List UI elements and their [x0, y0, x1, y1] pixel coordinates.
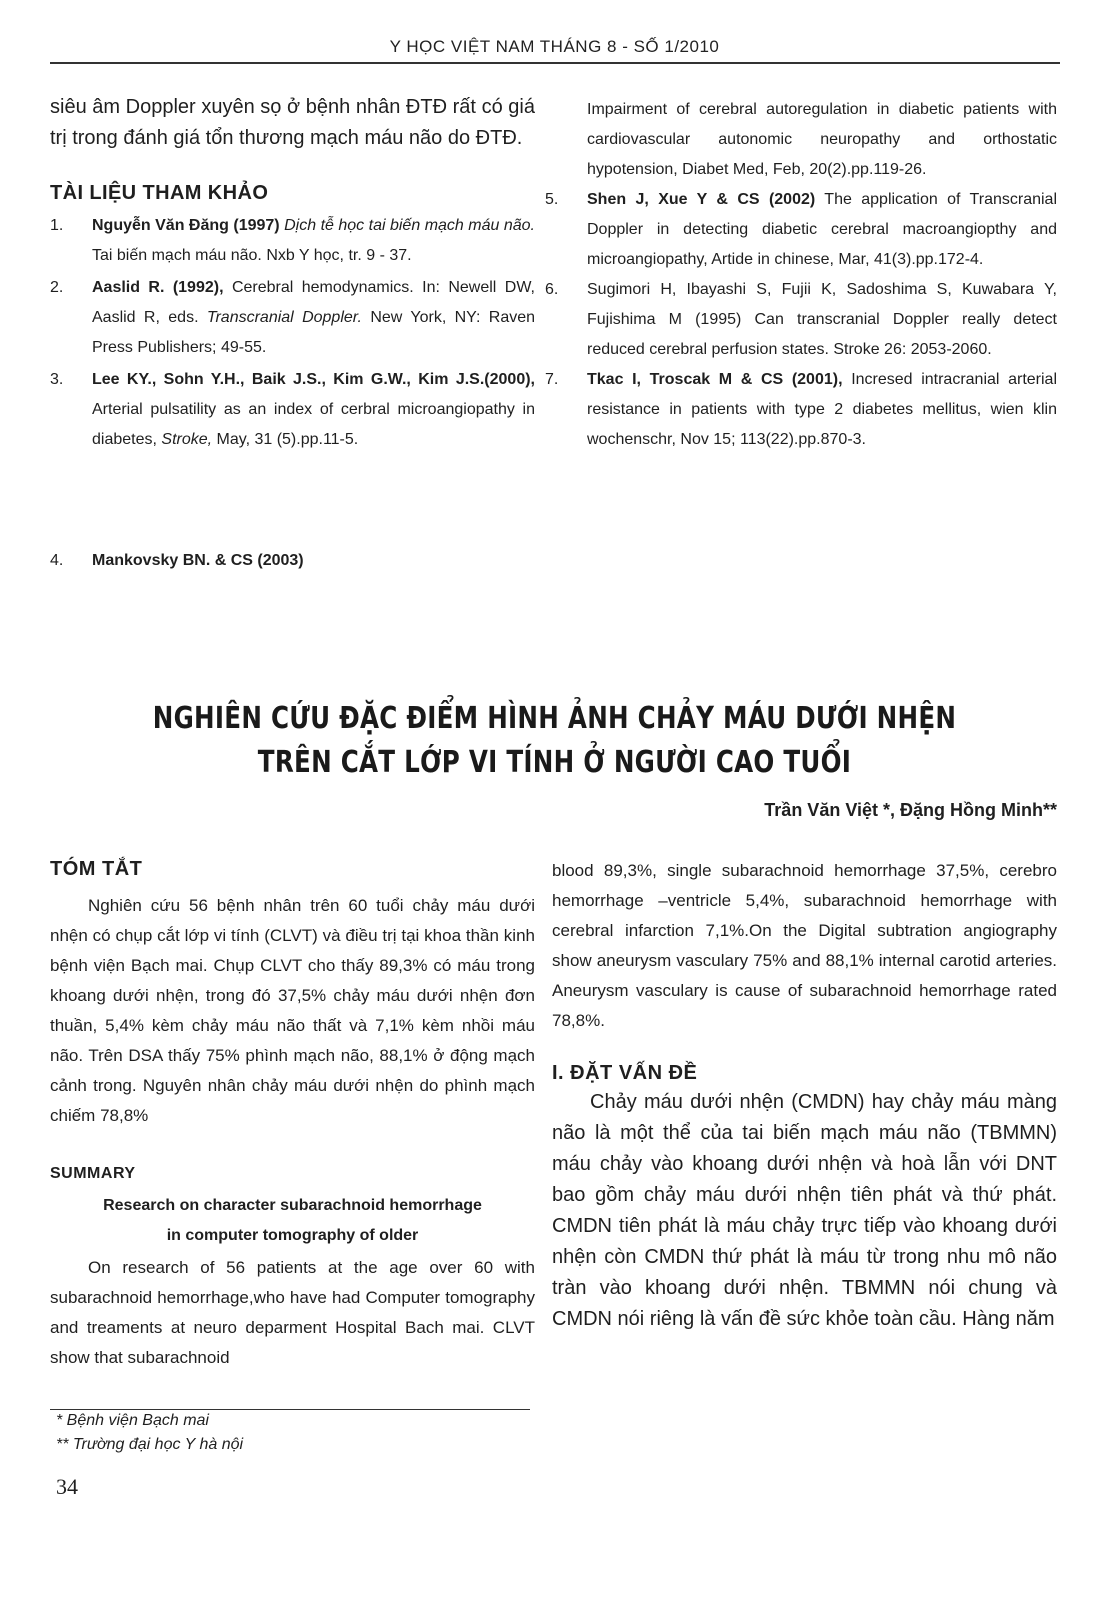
reference-item — [545, 365, 1057, 455]
reference-item — [545, 275, 1057, 365]
reference-number: 3. — [50, 371, 64, 388]
reference-details: Incresed intracranial arterial resistance in patients with type 2 diabetes mellitus, wien klin wochenschr, Nov 15; 113(22).pp.870-3. — [587, 371, 1058, 448]
upper-left-column — [50, 92, 535, 455]
reference-item — [50, 211, 535, 271]
references-list-left — [50, 211, 535, 455]
summary-heading: SUMMARY — [50, 1165, 136, 1182]
article-title-line-2: TRÊN CẮT LỚP VI TÍNH Ở NGƯỜI CAO TUỔI — [257, 745, 852, 780]
footnote-2: ** Trường đại học Y hà nội — [56, 1436, 244, 1453]
summary-title-line-2: in computer tomography of older — [166, 1227, 419, 1244]
reference-item — [50, 365, 535, 455]
reference-authors: Tkac I, Troscak M & CS (2001), — [587, 371, 843, 388]
lower-left-column — [50, 858, 535, 1373]
page-number: 34 — [56, 1474, 78, 1499]
article-authors: Trần Văn Việt *, Đặng Hồng Minh** — [764, 800, 1057, 820]
intro-fragment: siêu âm Doppler xuyên sọ ở bệnh nhân ĐTĐ rất có giá trị trong đánh giá tổn thương mạch máu não do ĐTĐ. — [50, 96, 535, 149]
footnote-rule — [50, 1409, 530, 1410]
reference-details: Sugimori H, Ibayashi S, Fujii K, Sadoshima S, Kuwabara Y, Fujishima M (1995) Can transcranial Doppler really detect reduced cerebral perfusion states. Stroke 26: 2053-2060. — [587, 281, 1057, 358]
reference-number: 4. — [50, 552, 64, 569]
reference-4-continuation: Impairment of cerebral autoregulation in diabetic patients with cardiovascular autonomic neuropathy and orthostatic hypotension, Diabet Med, Feb, 20(2).pp.119-26. — [587, 101, 1057, 178]
lower-right-column — [552, 856, 1057, 1335]
footnote-1: * Bệnh viện Bạch mai — [56, 1412, 209, 1429]
reference-authors: Aaslid R. (1992), — [92, 279, 224, 296]
summary-text-left: On research of 56 patients at the age over 60 with subarachnoid hemorrhage,who have had Computer tomography and treaments at neuro deparment Hospital Bach mai. CLVT show that subarachnoid — [50, 1258, 535, 1367]
article-title-line-1: NGHIÊN CỨU ĐẶC ĐIỂM HÌNH ẢNH CHẢY MÁU DƯỚI NHỆN — [152, 701, 957, 736]
reference-title: Transcranial Doppler. — [206, 309, 362, 326]
reference-number: 6. — [545, 281, 559, 298]
references-heading: TÀI LIỆU THAM KHẢO — [50, 182, 269, 204]
reference-number: 7. — [545, 371, 559, 388]
running-header: Y HỌC VIỆT NAM THÁNG 8 - SỐ 1/2010 — [389, 37, 720, 56]
reference-details: Arterial pulsatility as an index of cerbral microangiopathy in diabetes, — [92, 401, 535, 448]
reference-item — [50, 546, 535, 576]
section-1-text: Chảy máu dưới nhện (CMDN) hay chảy máu màng não là một thể của tai biến mạch máu não (TBMMN) máu chảy vào khoang dưới nhện và hoà lẫn với DNT bao gồm chảy máu dưới nhện tiên phát và thứ phát. CMDN tiên phát là máu chảy trực tiếp vào khoang dưới nhện còn CMDN thứ phát là máu từ trong nhu mô não tràn vào khoang dưới nhện. TBMMN nói chung và CMDN nói riêng là vấn đề sức khỏe toàn cầu. Hàng năm — [552, 1091, 1057, 1330]
abstract-vi-heading: TÓM TẮT — [50, 858, 143, 880]
reference-title: Stroke, — [161, 431, 213, 448]
reference-details: The application of Transcranial Doppler in detecting diabetic cerebral macroangiopthy and microangiopathy, Artide in chinese, Mar, 41(3).pp.172-4. — [587, 191, 1057, 268]
upper-right-column — [545, 95, 1058, 455]
section-1-heading: I. ĐẶT VẤN ĐỀ — [552, 1062, 698, 1084]
header-rule — [50, 62, 1060, 64]
reference-details: New York, NY: Raven Press Publishers; 49-55. — [92, 309, 536, 356]
reference-authors: Shen J, Xue Y & CS (2002) — [587, 191, 816, 208]
reference-authors: Nguyễn Văn Đăng (1997) — [92, 217, 280, 234]
reference-title: Dịch tễ học tai biến mạch máu não. — [284, 217, 535, 234]
summary-title-line-1: Research on character subarachnoid hemorrhage — [103, 1197, 482, 1214]
abstract-vi-text: Nghiên cứu 56 bệnh nhân trên 60 tuổi chảy máu dưới nhện có chụp cắt lớp vi tính (CLVT) và điều trị tại khoa thần kinh bệnh viện Bạch mai. Chụp CLVT cho thấy 89,3% có máu trong khoang dưới nhện, trong đó 37,5% chảy máu dưới nhện đơn thuần, 5,4% kèm chảy máu não thất và 7,1% kèm nhồi máu não. Trên DSA thấy 75% phình mạch não, 88,1% ở động mạch cảnh trong. Nguyên nhân chảy máu dưới nhện do phình mạch chiếm 78,8% — [50, 896, 535, 1125]
reference-authors: Mankovsky BN. & CS (2003) — [92, 552, 304, 569]
reference-details: Cerebral hemodynamics. In: Newell DW, Aaslid R, eds. — [92, 279, 535, 326]
reference-details: Tai biến mạch máu não. Nxb Y học, tr. 9 - 37. — [92, 247, 412, 264]
summary-text-right: blood 89,3%, single subarachnoid hemorrhage 37,5%, cerebro hemorrhage –ventricle 5,4%, subarachnoid hemorrhage with cerebral infarction 7,1%.On the Digital subtration angiography show aneurysm vasculary 75% and 88,1% internal carotid arteries. Aneurysm vasculary is cause of subarachnoid hemorrhage rated 78,8%. — [552, 861, 1057, 1030]
reference-number: 2. — [50, 279, 64, 296]
reference-item — [545, 185, 1057, 275]
reference-number: 1. — [50, 217, 64, 234]
reference-4-start — [50, 546, 535, 576]
reference-details: May, 31 (5).pp.11-5. — [216, 431, 359, 448]
reference-number: 5. — [545, 191, 559, 208]
reference-item — [50, 273, 535, 363]
reference-authors: Lee KY., Sohn Y.H., Baik J.S., Kim G.W., Kim J.S.(2000), — [92, 371, 535, 388]
